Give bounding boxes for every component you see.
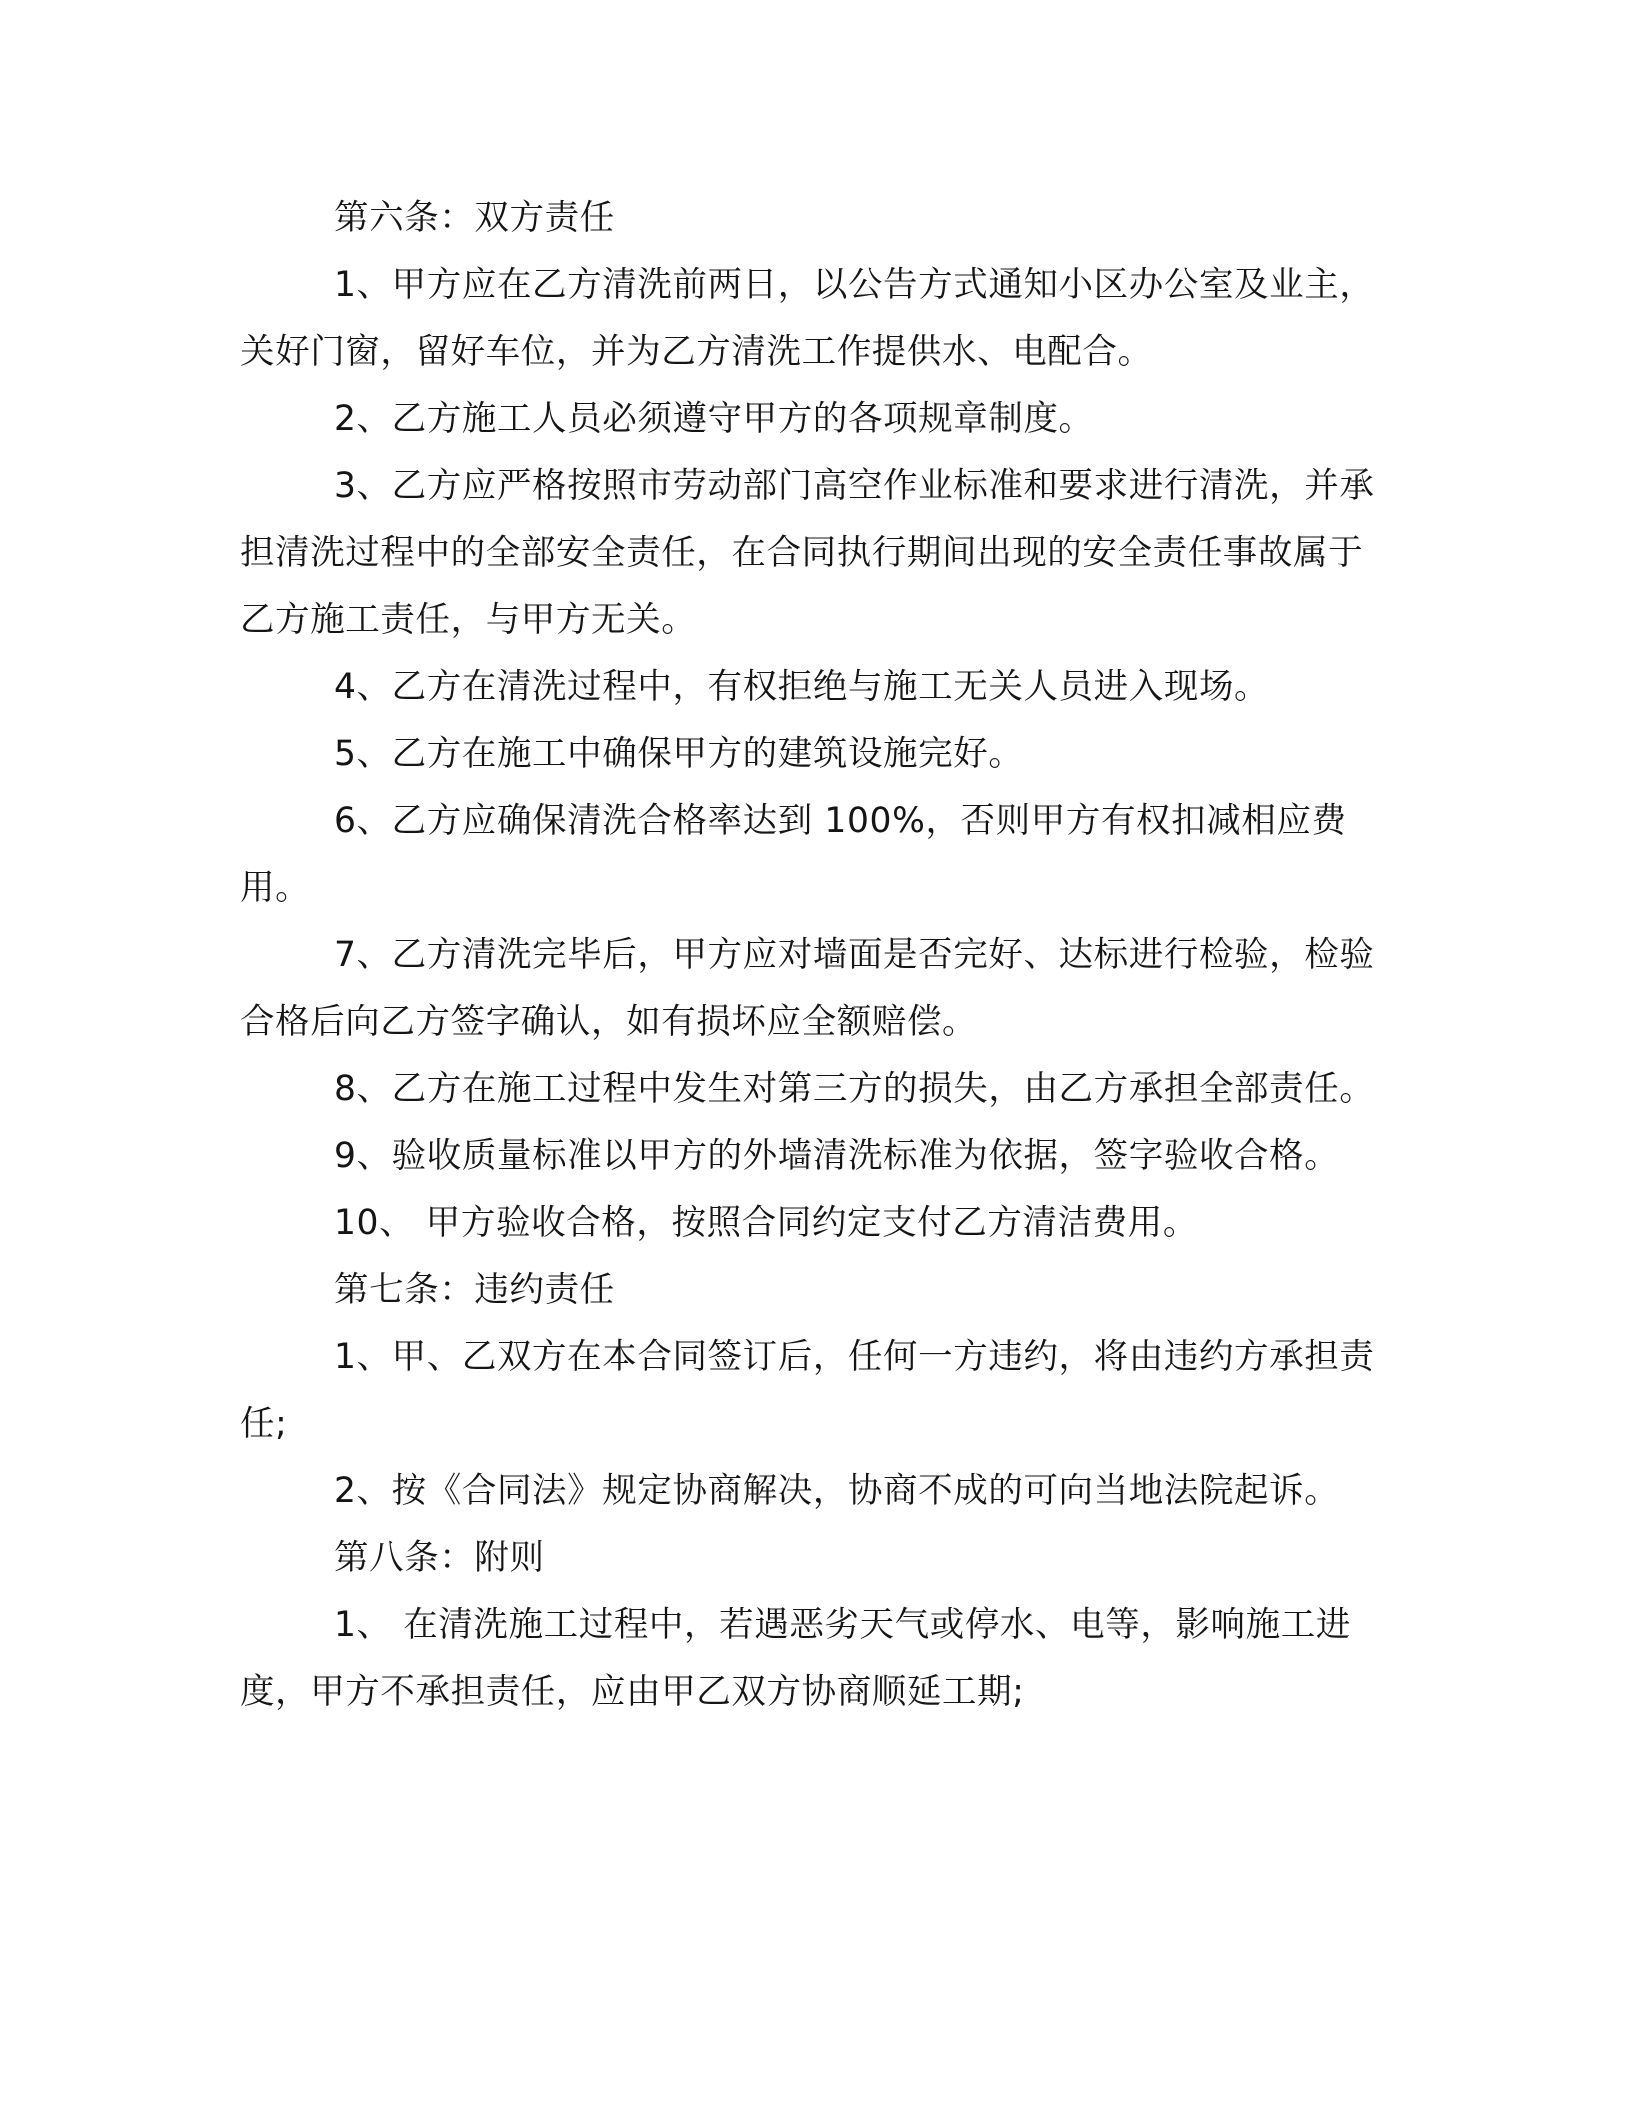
clause-6-5: 5、乙方在施工中确保甲方的建筑设施完好。 — [334, 734, 1024, 774]
clause-6-10: 10、 甲方验收合格，按照合同约定支付乙方清洁费用。 — [334, 1203, 1198, 1243]
clause-8-1: 1、 在清洗施工过程中，若遇恶劣天气或停水、电等，影响施工进度，甲方不承担责任，应由甲乙双方协商顺延工期; — [240, 1605, 1351, 1712]
clause-6-4: 4、乙方在清洗过程中，有权拒绝与施工无关人员进入现场。 — [334, 667, 1270, 707]
clause-6-9: 9、验收质量标准以甲方的外墙清洗标准为依据，签字验收合格。 — [334, 1136, 1340, 1176]
document-page — [240, 185, 1375, 1726]
clause-6-6: 6、乙方应确保清洗合格率达到 100%，否则甲方有权扣减相应费用。 — [240, 801, 1347, 908]
clause-6-2: 2、乙方施工人员必须遵守甲方的各项规章制度。 — [334, 399, 1094, 439]
clause-6-3: 3、乙方应严格按照市劳动部门高空作业标准和要求进行清洗，并承担清洗过程中的全部安全责任，在合同执行期间出现的安全责任事故属于乙方施工责任，与甲方无关。 — [240, 466, 1375, 640]
clause-6-7: 7、乙方清洗完毕后，甲方应对墙面是否完好、达标进行检验，检验合格后向乙方签字确认，如有损坏应全额赔偿。 — [240, 935, 1375, 1042]
section-heading-article-6: 第六条：双方责任 — [334, 198, 615, 238]
clause-7-2: 2、按《合同法》规定协商解决，协商不成的可向当地法院起诉。 — [334, 1471, 1340, 1511]
clause-6-8: 8、乙方在施工过程中发生对第三方的损失，由乙方承担全部责任。 — [334, 1069, 1375, 1109]
section-heading-article-7: 第七条：违约责任 — [334, 1270, 615, 1310]
section-heading-article-8: 第八条：附则 — [334, 1538, 545, 1578]
clause-7-1: 1、甲、乙双方在本合同签订后，任何一方违约，将由违约方承担责任; — [240, 1337, 1375, 1444]
clause-6-1: 1、甲方应在乙方清洗前两日，以公告方式通知小区办公室及业主，关好门窗，留好车位，并为乙方清洗工作提供水、电配合。 — [240, 265, 1375, 372]
